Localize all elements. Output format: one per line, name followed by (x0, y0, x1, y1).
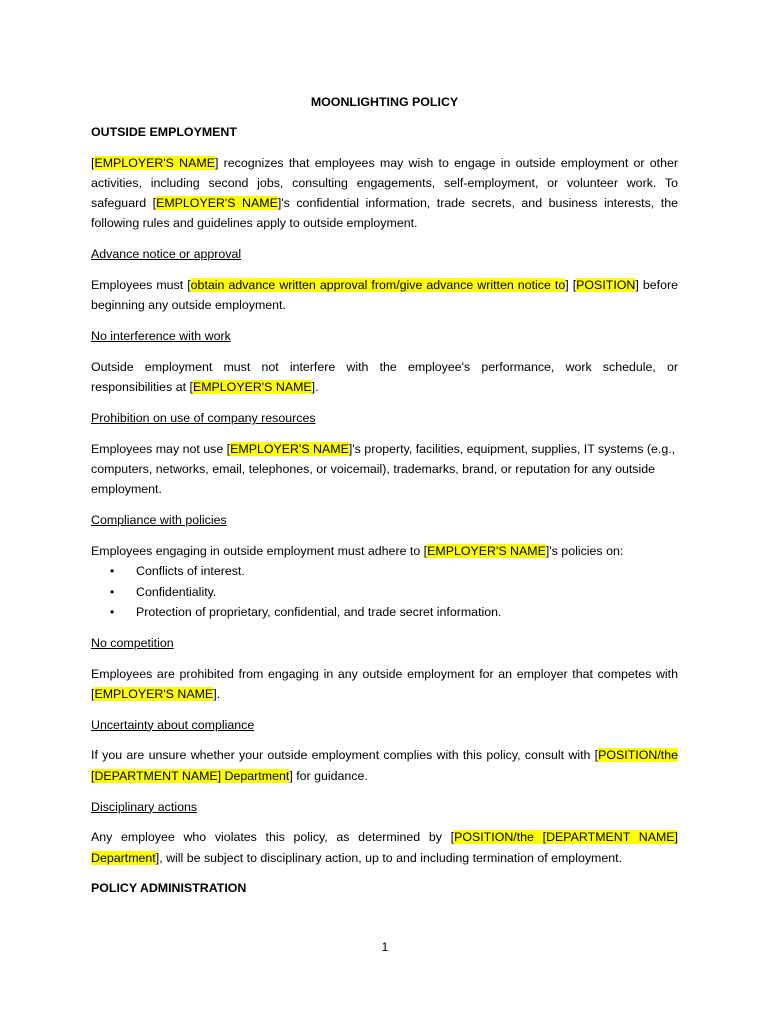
subheading-advance-notice: Advance notice or approval (91, 247, 242, 262)
text-run: Employees must [ (91, 278, 191, 293)
uncertainty-paragraph (91, 745, 678, 786)
intro-paragraph (91, 153, 678, 234)
text-run: ] for guidance. (289, 768, 368, 783)
subheading-compliance: Compliance with policies (91, 513, 227, 528)
bullet-icon: • (110, 604, 115, 619)
section-heading-policy-administration: POLICY ADMINISTRATION (91, 881, 247, 896)
list-item-text: Protection of proprietary, confidential, and trade secret information. (136, 604, 502, 619)
placeholder-employer-name[interactable]: EMPLOYER'S NAME (94, 155, 215, 170)
text-run: If you are unsure whether your outside employment complies with this policy, consult with [ (91, 748, 599, 763)
placeholder-position-department[interactable]: POSITION/the [DEPARTMENT NAME] Department (91, 748, 678, 783)
text-run: ] before beginning any outside employment. (91, 278, 678, 313)
text-run: Any employee who violates this policy, as determined by [ (91, 830, 455, 845)
text-run: ]. (213, 686, 221, 701)
text-run: Employees engaging in outside employment must adhere to [ (91, 544, 428, 559)
text-run: ]'s confidential information, trade secrets, and business interests, the following rules and guidelines apply to outside employment. (91, 196, 678, 231)
subheading-disciplinary-actions: Disciplinary actions (91, 799, 198, 814)
compliance-paragraph (91, 541, 678, 561)
list-item (91, 561, 678, 581)
text-run: ]'s property, facilities, equipment, supplies, IT systems (e.g., computers, networks, email, telephones, or voicemail), trademarks, brand, or reputation for any outside employment. (91, 441, 676, 497)
company-resources-paragraph (91, 439, 678, 500)
text-run: ]. (311, 380, 319, 395)
policy-bullet-list (91, 561, 678, 622)
no-competition-paragraph (91, 664, 678, 705)
subheading-uncertainty: Uncertainty about compliance (91, 717, 255, 732)
advance-notice-paragraph (91, 275, 678, 316)
placeholder-position[interactable]: POSITION (576, 278, 636, 293)
placeholder-employer-name[interactable]: EMPLOYER'S NAME (427, 544, 546, 559)
list-item-text: Conflicts of interest. (136, 564, 245, 579)
text-run: ], will be subject to disciplinary action, up to and including termination of employment. (155, 850, 623, 865)
subheading-no-interference: No interference with work (91, 329, 231, 344)
placeholder-employer-name[interactable]: EMPLOYER'S NAME (156, 196, 278, 211)
list-item-text: Confidentiality. (136, 584, 217, 599)
text-run: ] [ (565, 278, 577, 293)
subheading-company-resources: Prohibition on use of company resources (91, 411, 316, 426)
text-run: ] recognizes that employees may wish to engage in outside employment or other activities, including second jobs, consulting engagements, self-employment, or volunteer work. To safeguard [ (91, 155, 679, 211)
bullet-icon: • (110, 584, 115, 599)
list-item (91, 582, 678, 602)
placeholder-employer-name[interactable]: EMPLOYER'S NAME (230, 441, 349, 456)
subheading-no-competition: No competition (91, 635, 174, 650)
disciplinary-paragraph (91, 827, 678, 868)
text-run: Outside employment must not interfere with the employee's performance, work schedule, or responsibilities at [ (91, 359, 678, 395)
text-run: Employees are prohibited from engaging in any outside employment for an employer that competes with [ (91, 666, 678, 701)
placeholder-employer-name[interactable]: EMPLOYER'S NAME (94, 686, 214, 701)
placeholder-position-department[interactable]: POSITION/the [DEPARTMENT NAME] Department (91, 830, 678, 865)
no-interference-paragraph (91, 357, 678, 398)
placeholder-employer-name[interactable]: EMPLOYER'S NAME (192, 380, 312, 395)
bullet-icon: • (110, 564, 115, 579)
text-run: [ (91, 155, 95, 170)
section-heading-outside-employment: OUTSIDE EMPLOYMENT (91, 124, 237, 139)
document-body (91, 92, 678, 899)
page-number: 1 (381, 940, 389, 954)
document-title: MOONLIGHTING POLICY (310, 95, 459, 109)
list-item (91, 602, 678, 622)
text-run: Employees may not use [ (91, 441, 231, 456)
placeholder-approval-option[interactable]: obtain advance written approval from/give advance written notice to (190, 278, 566, 293)
text-run: ]'s policies on: (545, 544, 624, 559)
